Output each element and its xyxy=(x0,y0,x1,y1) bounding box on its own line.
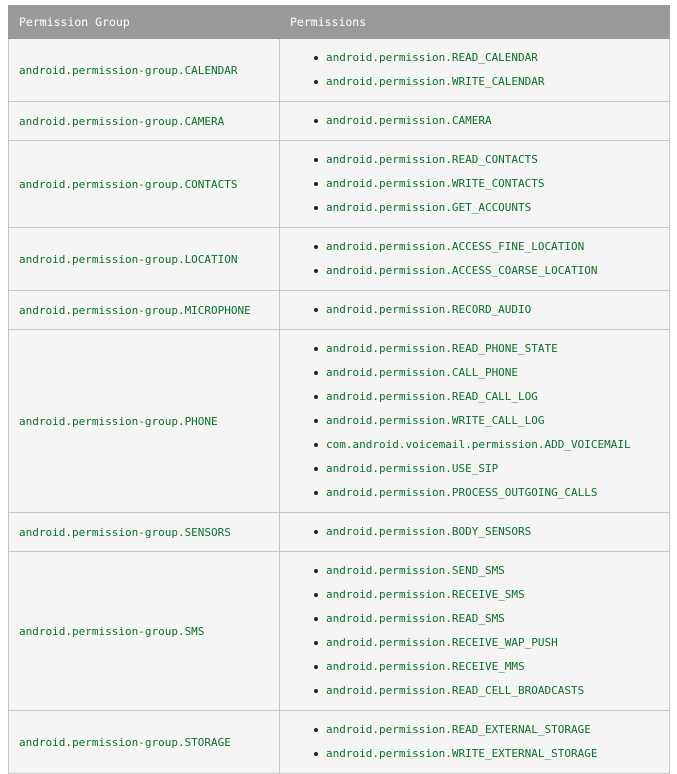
permission-list-item: android.permission.WRITE_CONTACTS xyxy=(326,172,669,196)
permission-list xyxy=(290,39,669,101)
permission-group-cell: android.permission-group.CAMERA xyxy=(9,102,280,141)
permission-group-cell: android.permission-group.STORAGE xyxy=(9,711,280,774)
table-header-row xyxy=(9,6,670,39)
permission-list-item: android.permission.BODY_SENSORS xyxy=(326,520,669,544)
permission-list-item: android.permission.ACCESS_FINE_LOCATION xyxy=(326,235,669,259)
permission-group-cell: android.permission-group.PHONE xyxy=(9,330,280,513)
permission-list-item: android.permission.RECEIVE_SMS xyxy=(326,583,669,607)
permission-list-item: android.permission.SEND_SMS xyxy=(326,559,669,583)
permission-list-item: android.permission.WRITE_EXTERNAL_STORAGE xyxy=(326,742,669,766)
permissions-cell xyxy=(280,330,670,513)
permissions-cell xyxy=(280,102,670,141)
permission-list xyxy=(290,711,669,773)
permission-list xyxy=(290,102,669,140)
table-row xyxy=(9,552,670,711)
permissions-cell xyxy=(280,513,670,552)
table-row xyxy=(9,141,670,228)
table-row xyxy=(9,228,670,291)
permissions-table xyxy=(8,5,670,774)
table-row xyxy=(9,711,670,774)
permission-list-item: android.permission.WRITE_CALENDAR xyxy=(326,70,669,94)
permission-list-item: android.permission.READ_SMS xyxy=(326,607,669,631)
permission-list-item: android.permission.READ_CONTACTS xyxy=(326,148,669,172)
permissions-cell xyxy=(280,291,670,330)
permission-list-item: android.permission.CAMERA xyxy=(326,109,669,133)
permissions-cell xyxy=(280,552,670,711)
header-permissions: Permissions xyxy=(280,6,670,39)
permission-list xyxy=(290,228,669,290)
permission-group-cell: android.permission-group.MICROPHONE xyxy=(9,291,280,330)
table-row xyxy=(9,39,670,102)
permission-list-item: android.permission.READ_CALL_LOG xyxy=(326,385,669,409)
table-row xyxy=(9,513,670,552)
permissions-cell xyxy=(280,39,670,102)
permissions-cell xyxy=(280,228,670,291)
permission-group-cell: android.permission-group.CONTACTS xyxy=(9,141,280,228)
permission-list xyxy=(290,141,669,227)
permission-list-item: android.permission.READ_CALENDAR xyxy=(326,46,669,70)
header-permission-group: Permission Group xyxy=(9,6,280,39)
permission-list-item: android.permission.READ_EXTERNAL_STORAGE xyxy=(326,718,669,742)
table-row xyxy=(9,330,670,513)
permissions-cell xyxy=(280,711,670,774)
permission-list-item: android.permission.ACCESS_COARSE_LOCATION xyxy=(326,259,669,283)
permission-list-item: com.android.voicemail.permission.ADD_VOICEMAIL xyxy=(326,433,669,457)
permission-list xyxy=(290,330,669,512)
permission-list-item: android.permission.WRITE_CALL_LOG xyxy=(326,409,669,433)
permission-list-item: android.permission.GET_ACCOUNTS xyxy=(326,196,669,220)
permission-group-cell: android.permission-group.SENSORS xyxy=(9,513,280,552)
permission-list-item: android.permission.RECORD_AUDIO xyxy=(326,298,669,322)
permission-list-item: android.permission.RECEIVE_WAP_PUSH xyxy=(326,631,669,655)
permission-list-item: android.permission.CALL_PHONE xyxy=(326,361,669,385)
permission-list-item: android.permission.RECEIVE_MMS xyxy=(326,655,669,679)
permission-group-cell: android.permission-group.LOCATION xyxy=(9,228,280,291)
permission-list xyxy=(290,291,669,329)
permission-list-item: android.permission.READ_CELL_BROADCASTS xyxy=(326,679,669,703)
permission-list-item: android.permission.PROCESS_OUTGOING_CALLS xyxy=(326,481,669,505)
permission-group-cell: android.permission-group.CALENDAR xyxy=(9,39,280,102)
permission-list xyxy=(290,552,669,710)
table-body xyxy=(9,39,670,774)
permission-list-item: android.permission.USE_SIP xyxy=(326,457,669,481)
permissions-cell xyxy=(280,141,670,228)
table-row xyxy=(9,291,670,330)
permission-list-item: android.permission.READ_PHONE_STATE xyxy=(326,337,669,361)
permission-list xyxy=(290,513,669,551)
permission-group-cell: android.permission-group.SMS xyxy=(9,552,280,711)
table-row xyxy=(9,102,670,141)
